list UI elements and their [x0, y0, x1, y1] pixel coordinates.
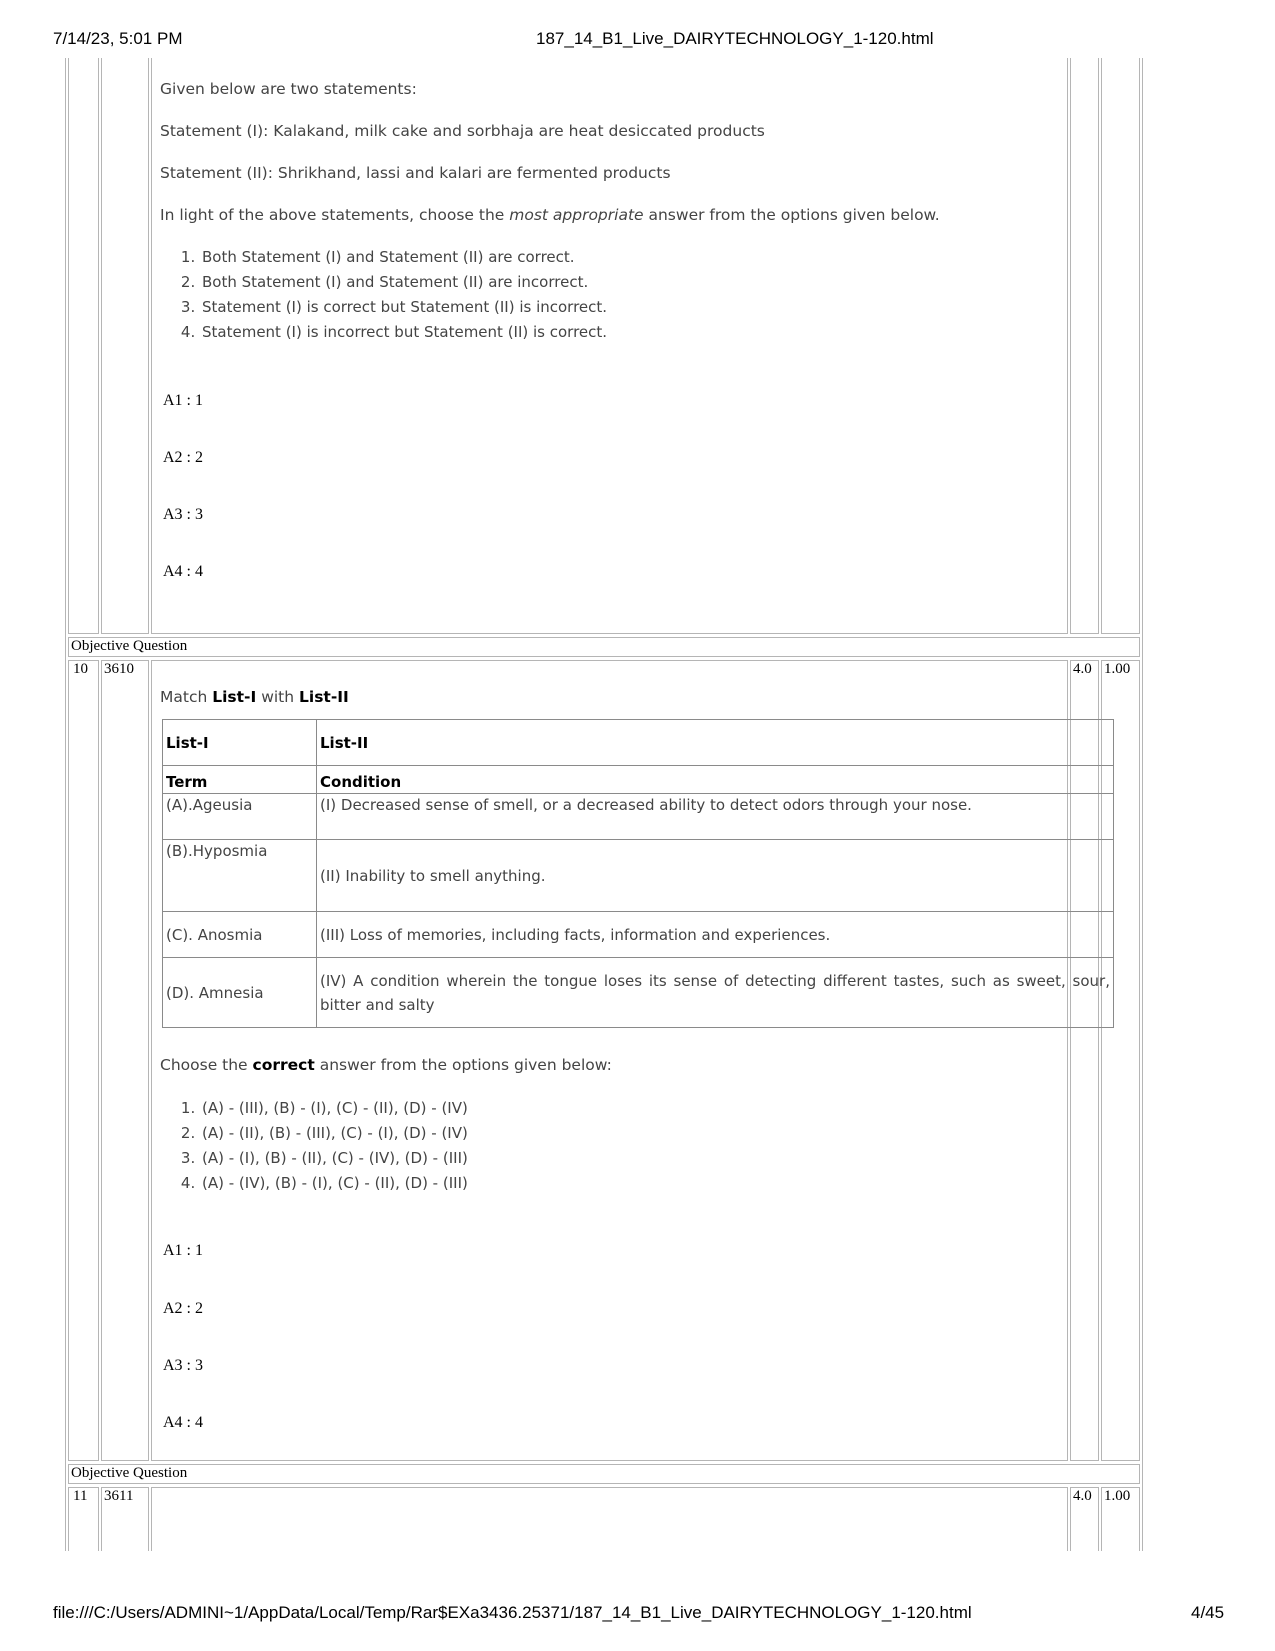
q10-sno-cell [68, 660, 99, 1461]
q10-type-row [68, 637, 1140, 657]
q9-marks-cell [1070, 58, 1099, 634]
q9-instruction-post: answer from the options given below. [643, 206, 940, 224]
q11-question-cell [151, 1487, 1068, 1551]
table-cell-condition: (II) Inability to smell anything. [317, 840, 1114, 912]
q10-choose-post: answer from the options given below: [314, 1056, 612, 1074]
q10-match-mid: with [256, 688, 300, 706]
table-subheader-row [163, 766, 1114, 794]
table-head-cell: List-II [317, 720, 1114, 766]
q9-answer-2: A2 : 2 [163, 449, 203, 466]
q11-type-row [68, 1464, 1140, 1484]
q10-choose-pre: Choose the [160, 1056, 253, 1074]
table-row [163, 840, 1114, 912]
q9-answer-4: A4 : 4 [163, 563, 203, 580]
q10-neg: 1.00 [1104, 661, 1131, 677]
q9-sno-cell [68, 58, 99, 634]
table-head-cell: Term [163, 766, 317, 794]
outer-right-border [1142, 58, 1143, 1551]
q11-neg: 1.00 [1104, 1488, 1131, 1504]
q9-answer-3: A3 : 3 [163, 506, 203, 523]
print-datetime: 7/14/23, 5:01 PM [53, 29, 183, 48]
q9-instruction-em: most appropriate [509, 206, 644, 224]
table-row [163, 912, 1114, 958]
q10-answer-4: A4 : 4 [163, 1414, 203, 1431]
q9-question-cell [151, 58, 1068, 634]
table-cell-condition: (IV) A condition wherein the tongue loses its sense of detecting different tastes, such as sweet, sour, bitter and salty [317, 958, 1114, 1028]
q10-answer-2: A2 : 2 [163, 1300, 203, 1317]
q10-sno: 10 [73, 661, 88, 677]
print-page-number: 4/45 [1191, 1603, 1225, 1622]
table-header-row [163, 720, 1114, 766]
q9-neg-cell [1101, 58, 1140, 634]
q9-option: 2. Both Statement (I) and Statement (II) are incorrect. [200, 270, 607, 295]
q9-qid-cell [101, 58, 149, 634]
table-cell-condition: (III) Loss of memories, including facts, information and experiences. [317, 912, 1114, 958]
table-cell-condition: (I) Decreased sense of smell, or a decreased ability to detect odors through your nose. [317, 794, 1114, 840]
table-cell-term: (A).Ageusia [163, 794, 317, 840]
q9-answer-1: A1 : 1 [163, 392, 203, 409]
q9-instruction [160, 206, 940, 224]
q10-type-label: Objective Question [71, 638, 188, 654]
q11-sno: 11 [73, 1488, 88, 1504]
q9-options-list [160, 245, 607, 345]
q10-option: 4. (A) - (IV), (B) - (I), (C) - (II), (D) - (III) [200, 1171, 468, 1196]
q10-option: 1. (A) - (III), (B) - (I), (C) - (II), (D) - (IV) [200, 1096, 468, 1121]
q10-options-list [160, 1096, 468, 1196]
q10-list1-label: List-I [212, 688, 257, 706]
q10-list2-label: List-II [299, 688, 349, 706]
table-row [163, 794, 1114, 840]
q9-option: 4. Statement (I) is incorrect but Statement (II) is correct. [200, 320, 607, 345]
q11-type-label: Objective Question [71, 1465, 188, 1481]
q11-qid: 3611 [104, 1488, 134, 1504]
table-row [163, 958, 1114, 1028]
print-file-path: file:///C:/Users/ADMINI~1/AppData/Local/Temp/Rar$EXa3436.25371/187_14_B1_Live_DAIRYTECHNOLOGY_1-120.html [53, 1603, 972, 1622]
q9-option: 1. Both Statement (I) and Statement (II) are correct. [200, 245, 607, 270]
q9-intro: Given below are two statements: [160, 80, 417, 98]
q10-answer-3: A3 : 3 [163, 1357, 203, 1374]
q9-option: 3. Statement (I) is correct but Statement (II) is incorrect. [200, 295, 607, 320]
q10-match-table [162, 719, 1114, 1028]
q10-qid-cell [101, 660, 149, 1461]
q10-qid: 3610 [104, 661, 134, 677]
q10-option: 3. (A) - (I), (B) - (II), (C) - (IV), (D) - (III) [200, 1146, 468, 1171]
q9-statement-1: Statement (I): Kalakand, milk cake and sorbhaja are heat desiccated products [160, 122, 765, 140]
q10-option: 2. (A) - (II), (B) - (III), (C) - (I), (D) - (IV) [200, 1121, 468, 1146]
q10-match-instruction [160, 688, 349, 706]
q11-marks: 4.0 [1073, 1488, 1092, 1504]
table-cell-term: (D). Amnesia [163, 958, 317, 1028]
q10-marks: 4.0 [1073, 661, 1092, 677]
q9-instruction-pre: In light of the above statements, choose the [160, 206, 510, 224]
q10-choose-bold: correct [252, 1056, 315, 1074]
q10-match-pre: Match [160, 688, 213, 706]
outer-left-border [65, 58, 66, 1551]
table-cell-term: (B).Hyposmia [163, 840, 317, 912]
print-doc-title: 187_14_B1_Live_DAIRYTECHNOLOGY_1-120.html [536, 29, 934, 48]
q10-choose-instruction [160, 1056, 612, 1074]
table-cell-term: (C). Anosmia [163, 912, 317, 958]
table-head-cell: List-I [163, 720, 317, 766]
q9-statement-2: Statement (II): Shrikhand, lassi and kalari are fermented products [160, 164, 671, 182]
q10-answer-1: A1 : 1 [163, 1242, 203, 1259]
table-head-cell: Condition [317, 766, 1114, 794]
